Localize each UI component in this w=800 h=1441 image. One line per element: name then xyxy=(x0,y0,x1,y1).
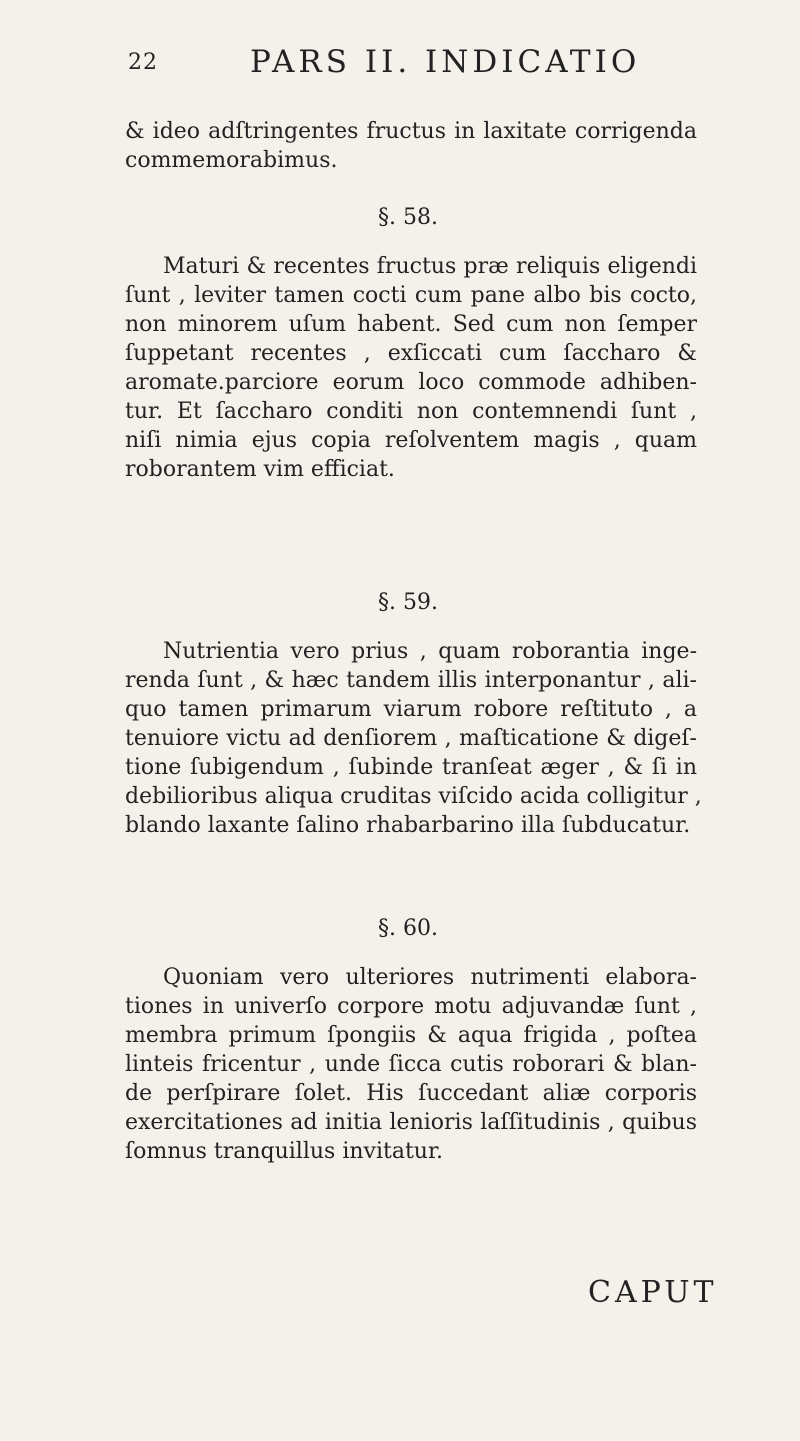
text-line: linteis fricentur , unde ſicca cutis roborari & blan- xyxy=(125,1052,697,1077)
text-line: Quoniam vero ulteriores nutrimenti elabora- xyxy=(163,965,697,990)
text-line: non minorem uſum habent. Sed cum non ſemper xyxy=(125,312,697,337)
text-line: blando laxante ſalino rhabarbarino illa ſubducatur. xyxy=(125,813,691,838)
section-59-paragraph xyxy=(125,637,702,840)
intro-paragraph xyxy=(125,117,697,175)
text-line: de perſpirare ſolet. His ſuccedant aliæ corporis xyxy=(125,1081,697,1106)
text-line: tione ſubigendum , ſubinde tranſeat æger , & ſi in xyxy=(125,755,697,780)
section-mark-59: §. 59. xyxy=(378,590,438,615)
text-line: aromate.parciore eorum loco commode adhiben- xyxy=(125,370,697,395)
section-60-paragraph xyxy=(125,963,697,1166)
text-line: Maturi & recentes fructus præ reliquis eligendi xyxy=(163,254,697,279)
page-number: 22 xyxy=(128,50,158,75)
text-line: Nutrientia vero prius , quam roborantia inge- xyxy=(163,639,697,664)
text-line: renda ſunt , & hæc tandem illis interponantur , ali- xyxy=(125,668,697,693)
text-line: ſomnus tranquillus invitatur. xyxy=(125,1139,444,1164)
section-mark-58: §. 58. xyxy=(378,205,438,230)
running-head xyxy=(128,44,728,94)
text-line: ſunt , leviter tamen cocti cum pane albo bis cocto, xyxy=(125,283,697,308)
text-line: roborantem vim efficiat. xyxy=(125,457,395,482)
text-line: tur. Et ſaccharo conditi non contemnendi ſunt , xyxy=(125,399,697,424)
text-line: quo tamen primarum viarum robore reſtituto , a xyxy=(125,697,697,722)
text-line: ſuppetant recentes , exſiccati cum ſaccharo & xyxy=(125,341,697,366)
text-line: exercitationes ad initia lenioris laſſitudinis , quibus xyxy=(125,1110,697,1135)
text-line: tenuiore victu ad denſiorem , maſticatione & digeſ- xyxy=(125,726,697,751)
text-line: membra primum ſpongiis & aqua frigida , poſtea xyxy=(125,1023,697,1048)
text-line: niſi nimia ejus copia reſolventem magis , quam xyxy=(125,428,697,453)
text-line: commemorabimus. xyxy=(125,148,338,173)
text-line: & ideo adſtringentes fructus in laxitate corrigenda xyxy=(125,119,697,144)
text-line: tiones in univerſo corpore motu adjuvandæ ſunt , xyxy=(125,994,697,1019)
section-mark-60: §. 60. xyxy=(378,916,438,941)
text-line: debilioribus aliqua cruditas viſcido acida colligitur , xyxy=(125,784,702,809)
catchword: CAPUT xyxy=(588,1275,718,1310)
running-head-title: PARS II. INDICATIO xyxy=(250,44,641,80)
section-58-paragraph xyxy=(125,252,697,484)
